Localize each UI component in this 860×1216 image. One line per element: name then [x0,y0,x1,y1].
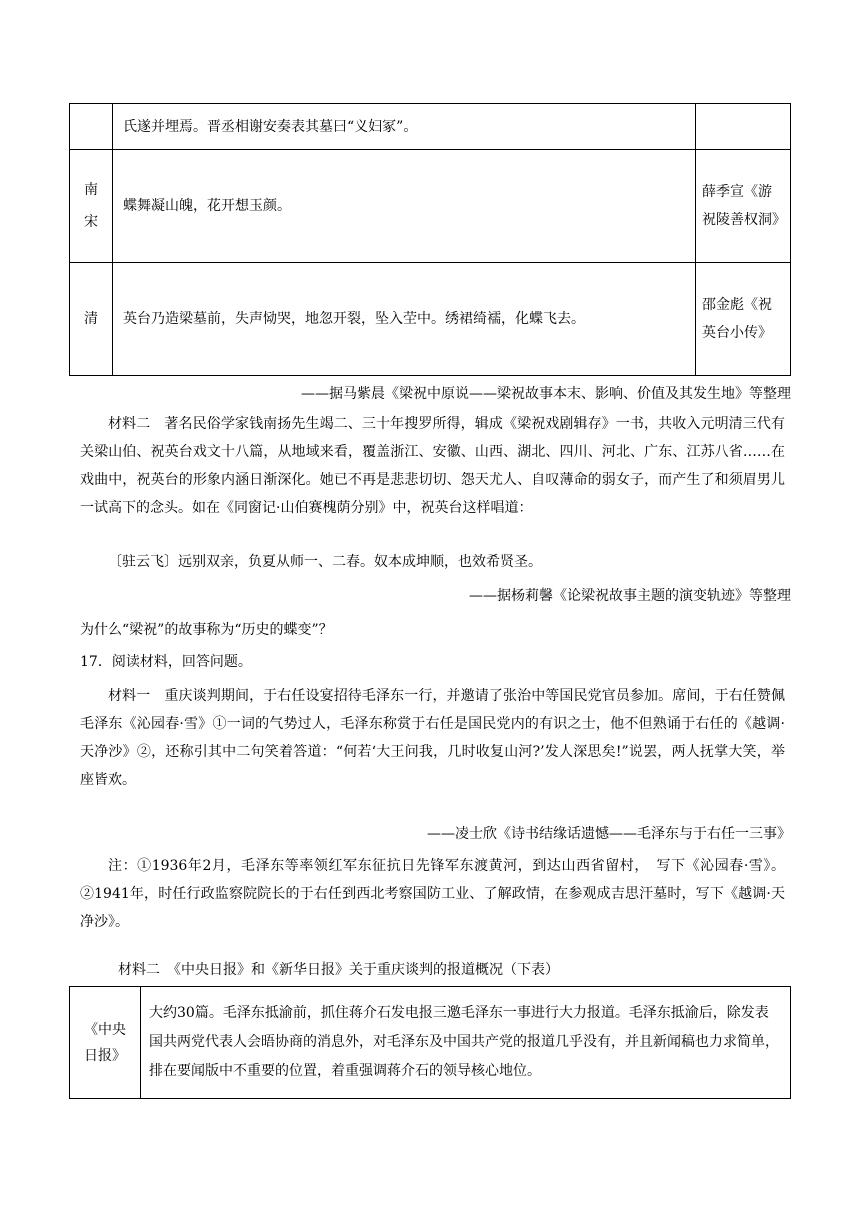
material-two-paragraph: 材料二 著名民俗学家钱南扬先生竭二、三十年搜罗所得，辑成《梁祝戏剧辑存》一书，共收入元明清三代有关梁山伯、祝英台戏文十八篇，从地域来看，覆盖浙江、安徽、山西、湖北、四川、河北、广东、江苏八省……在戏曲中，祝英台的形象内涵日渐深化。她已不再是悲悲切切、怨天尤人、自叹薄命的弱女子，而产生了和须眉男儿一试高下的念头。如在《同窗记·山伯赛槐荫分别》中，祝英台这样唱道： [80,416,785,516]
source-attribution: ——据马紫晨《梁祝中原说——梁祝故事本末、影响、价值及其发生地》等整理 [301,386,791,402]
liangzhu-table [69,103,791,376]
content-cell: 英台乃造梁墓前，失声恸哭，地忽开裂，坠入茔中。绣裙绮襦，化蝶飞去。 [113,263,696,376]
newspaper-table [69,986,791,1099]
source-attribution: ——据杨莉馨《论梁祝故事主题的演变轨迹》等整理 [469,588,791,604]
source-cell [696,104,791,150]
report-summary-cell: 大约30篇。毛泽东抵渝前，抓住蒋介石发电报三邀毛泽东一事进行大力报道。毛泽东抵渝后，除发表国共两党代表人会晤协商的消息外，对毛泽东及中国共产党的报道几乎没有，并且新闻稿也力求简单，排在要闻版中不重要的位置，着重强调蒋介石的领导核心地位。 [141,987,791,1099]
question-17-header: 17．阅读材料，回答问题。 [80,654,252,670]
q17-material-two: 材料二 《中央日报》和《新华日报》关于重庆谈判的报道概况（下表） [118,962,559,978]
content-cell: 蝶舞凝山魄，花开想玉颜。 [113,150,696,263]
table-row [70,263,791,376]
era-label: 南宋 [84,182,98,230]
table-row [70,987,791,1099]
source-cell: 薛季宣《游祝陵善权洞》 [696,150,791,263]
q17-material-one: 材料一 重庆谈判期间，于右任设宴招待毛泽东一行，并邀请了张治中等国民党官员参加。席间，于右任赞佩毛泽东《沁园春·雪》①一词的气势过人，毛泽东称赏于右任是国民党内的有识之士，他不但熟诵于右任的《越调·天净沙》②，还称引其中二句笑着答道：“何若‘大王问我，几时收复山河?’发人深思矣!”说罢，两人抚掌大笑，举座皆欢。 [80,688,785,788]
q17-note: 注：①1936年2月，毛泽东等率领红军东征抗日先锋军东渡黄河，到达山西省留村， 写下《沁园春·雪》。②1941年，时任行政监察院院长的于右任到西北考察国防工业、了解政情，在参观成吉思汗墓时，写下《越调·天净沙》。 [80,858,785,930]
era-cell [70,150,113,263]
source-cell: 邵金彪《祝英台小传》 [696,263,791,376]
question-16-prompt: 为什么“梁祝”的故事称为“历史的蝶变”？ [80,622,333,638]
newspaper-name-cell [70,987,141,1099]
source-attribution: ——凌士欣《诗书结缘话遗憾——毛泽东与于右任一三事》 [427,826,791,842]
opera-quote: 〔驻云飞〕远别双亲，负夏从师一、二春。奴本成坤顺，也效希贤圣。 [108,554,542,570]
table-row [70,104,791,150]
newspaper-name: 《中央日报》 [84,1021,126,1064]
era-cell: 清 [70,263,113,376]
table-row [70,150,791,263]
content-cell: 氏遂并埋焉。晋丞相谢安奏表其墓曰“义妇冢”。 [113,104,696,150]
era-cell [70,104,113,150]
